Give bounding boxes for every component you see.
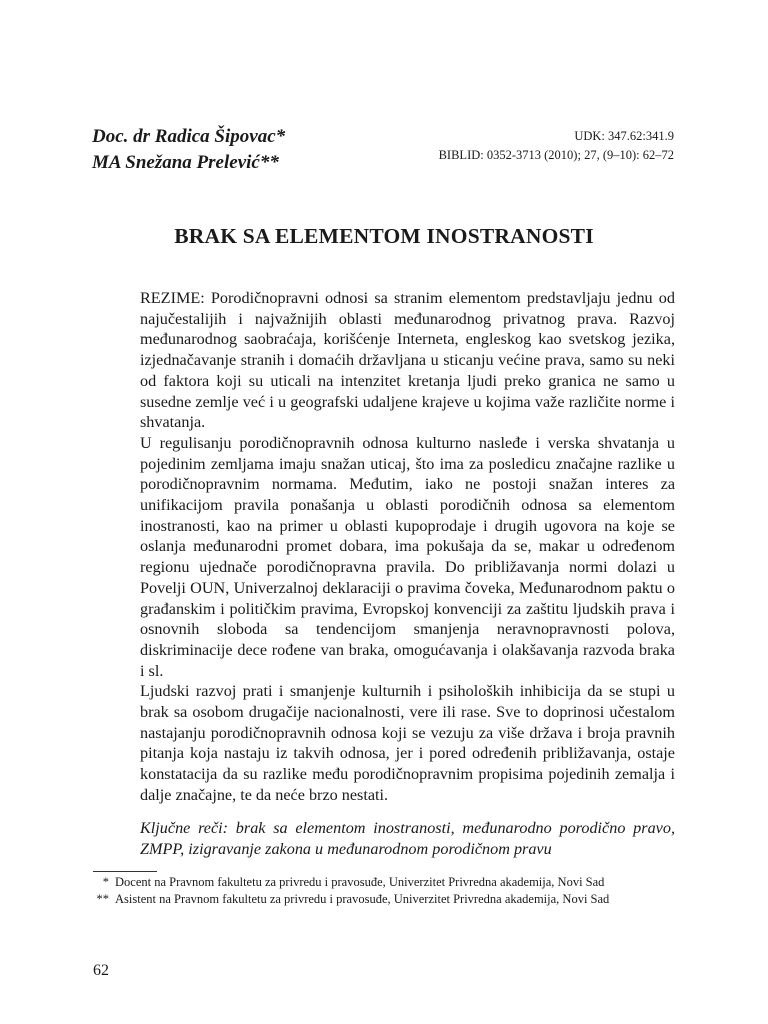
page-number: 62 bbox=[93, 962, 109, 979]
footnote-text: Docent na Pravnom fakultetu za privredu i pravosuđe, Univerzitet Privredna akademija, Novi Sad bbox=[115, 875, 605, 889]
biblid-code: BIBLID: 0352-3713 (2010); 27, (9–10): 62–72 bbox=[438, 148, 674, 162]
abstract bbox=[140, 288, 675, 806]
footnote bbox=[93, 891, 675, 908]
footnote-divider bbox=[93, 871, 157, 872]
footnotes bbox=[93, 874, 675, 908]
keywords: Ključne reči: brak sa elementom inostranosti, međunarodno porodično pravo, ZMPP, izigravanje zakona u međunarodnom porodičnom pravu bbox=[140, 819, 675, 858]
author-name: Doc. dr Radica Šipovac* bbox=[92, 126, 286, 147]
article-title: BRAK SA ELEMENTOM INOSTRANOSTI bbox=[174, 224, 594, 248]
footnote-mark: ** bbox=[96, 892, 109, 906]
abstract-paragraph: U regulisanju porodičnopravnih odnosa kulturno nasleđe i verska shvatanja u pojedinim zemljama imaju snažan uticaj, što ima za posledicu značajne razlike u porodičnopravnim normama. Međutim, iako ne postoji snažan interes za unifikacijom pravila ponašanja u oblasti porodičnih odnosa sa elementom inostranosti, kao na primer u oblasti kupoprodaje i drugih ugovora na koje se oslanja međunarodni promet dobara, ima pokušaja da se, makar u određenom regionu ujednače porodičnopravna pravila. Do približavanja normi dolazi u Povelji OUN, Univerzalnoj deklaraciji o pravima čoveka, Međunarodnom paktu o građanskim i političkim pravima, Evropskoj konvenciji za zaštitu ljudskih prava i osnovnih sloboda sa tendencijom smanjenja neravnopravnosti polova, diskriminacije dece rođene van braka, omogućavanja i olakšavanja razvoda braka i sl. bbox=[140, 433, 675, 680]
bibliographic-reference bbox=[439, 127, 674, 165]
abstract-paragraph: REZIME: Porodičnopravni odnosi sa stranim elementom predstavljaju jednu od najučestalijih i najvažnijih oblasti međunarodnog privatnog prava. Razvoj međunarodnog saobraćaja, korišćenje Interneta, engleskog kao svetskog jezika, izjednačavanje stranih i domaćih državljana u sticanju većine prava, samo su neki od faktora koji su uticali na intenzitet kretanja ljudi preko granica ne samo u susedne zemlje već i u geografski udaljene krajeve u kojima važe različite norme i shvatanja. bbox=[140, 289, 675, 432]
footnote-mark: * bbox=[102, 875, 109, 889]
udk-code: UDK: 347.62:341.9 bbox=[574, 129, 674, 143]
author-name: MA Snežana Prelević** bbox=[92, 152, 279, 173]
footnote-text: Asistent na Pravnom fakultetu za privredu i pravosuđe, Univerzitet Privredna akademija, Novi Sad bbox=[115, 892, 610, 906]
footnote bbox=[93, 874, 675, 891]
abstract-paragraph: Ljudski razvoj prati i smanjenje kulturnih i psiholoških inhibicija da se stupi u brak sa osobom drugačije nacionalnosti, vere ili rase. Sve to doprinosi učestalom nastajanju porodičnopravnih odnosa koji se vezuju za više država i broja pravnih pitanja koja nastaju iz takvih odnosa, jer i pored određenih približavanja, ostaje konstatacija da su razlike među porodičnopravnim propisima pojedinih zemalja i dalje značajne, te da neće brzo nestati. bbox=[140, 682, 675, 804]
author-block bbox=[92, 124, 285, 176]
